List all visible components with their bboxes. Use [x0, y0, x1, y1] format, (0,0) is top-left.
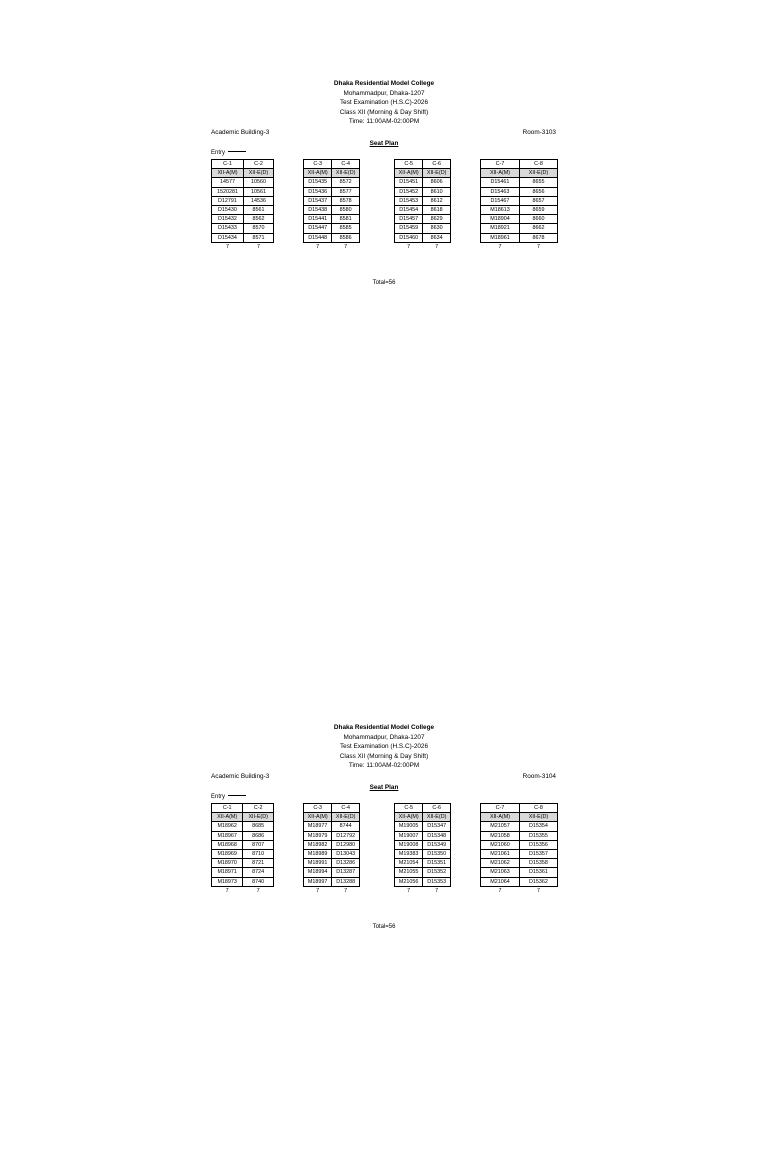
table-row [304, 877, 360, 886]
section-label: XII-E(D) [423, 813, 451, 822]
section-label: XII-A(M) [481, 813, 520, 822]
roll-number-cell: 8659 [519, 205, 557, 214]
table-row [304, 831, 360, 840]
roll-number-cell: 8570 [243, 224, 273, 233]
roll-number-cell: D15453 [395, 196, 423, 205]
table-row [304, 849, 360, 858]
roll-number-cell: D15452 [395, 187, 423, 196]
table-row [212, 233, 274, 242]
roll-number-cell: 8586 [332, 233, 360, 242]
roll-number-cell: D15448 [304, 233, 332, 242]
column-label: C-1 [212, 160, 244, 169]
table-row [304, 215, 360, 224]
table-row [212, 840, 274, 849]
section-label: XII-E(D) [243, 813, 274, 822]
count-row [212, 886, 274, 895]
total-count: Total=56 [372, 924, 396, 930]
table-row [395, 859, 451, 868]
roll-number-cell: M19383 [395, 849, 423, 858]
column-label: C-5 [395, 160, 423, 169]
table-row [481, 224, 558, 233]
section-header-row [395, 813, 451, 822]
roll-number-cell: M21060 [481, 840, 520, 849]
roll-number-cell: 8660 [519, 215, 557, 224]
column-label: C-8 [519, 804, 557, 813]
table-row [481, 840, 558, 849]
table-row [481, 849, 558, 858]
roll-number-cell: D13287 [332, 868, 360, 877]
section-header-row [212, 813, 274, 822]
column-label: C-2 [243, 160, 273, 169]
college-name: Dhaka Residential Model College [333, 80, 435, 87]
seat-plan-title: Seat Plan [369, 140, 399, 147]
column-count: 7 [498, 887, 502, 894]
column-header-row [212, 160, 274, 169]
roll-number-cell: M18994 [304, 868, 332, 877]
table-row [395, 849, 451, 858]
roll-number-cell: D15436 [304, 187, 332, 196]
building-label: Academic Building-3 [211, 129, 270, 136]
roll-number-cell: D15447 [304, 224, 332, 233]
table-row [395, 840, 451, 849]
roll-number-cell: M18989 [304, 849, 332, 858]
column-count: 7 [435, 887, 439, 894]
roll-number-cell: D15354 [519, 822, 557, 831]
roll-number-cell: D15459 [395, 224, 423, 233]
table-row [304, 859, 360, 868]
roll-number-cell: 8662 [519, 224, 557, 233]
column-count: 7 [225, 243, 229, 250]
roll-number-cell: D15432 [212, 215, 244, 224]
column-count: 7 [316, 243, 320, 250]
table-row [212, 224, 274, 233]
column-header-row [395, 804, 451, 813]
table-row [395, 224, 451, 233]
section-label: XII-E(D) [519, 813, 557, 822]
roll-number-cell: M18971 [212, 868, 243, 877]
column-count: 7 [536, 887, 540, 894]
class-shift: Class XII (Morning & Day Shift) [339, 752, 429, 760]
roll-number-cell: M18997 [304, 877, 332, 886]
room-label: Room-3103 [522, 129, 556, 136]
roll-number-cell: M18977 [304, 822, 332, 831]
roll-number-cell: D12792 [332, 831, 360, 840]
seat-column-group [211, 803, 274, 895]
roll-number-cell: D13043 [332, 849, 360, 858]
room-label: Room-3104 [522, 773, 556, 780]
table-row [212, 822, 274, 831]
roll-number-cell: D13288 [332, 877, 360, 886]
count-row [304, 886, 360, 895]
building-label: Academic Building-3 [211, 773, 270, 780]
table-row [304, 205, 360, 214]
table-row [481, 205, 558, 214]
roll-number-cell: 14536 [243, 196, 273, 205]
table-row [395, 868, 451, 877]
roll-number-cell: M18991 [304, 859, 332, 868]
table-row [304, 822, 360, 831]
roll-number-cell: 8721 [243, 859, 274, 868]
table-row [395, 822, 451, 831]
entry-marker [211, 150, 246, 156]
count-row [481, 242, 558, 251]
roll-number-cell: D15358 [519, 859, 557, 868]
column-label: C-6 [423, 804, 451, 813]
roll-number-cell: 8581 [332, 215, 360, 224]
section-label: XII-A(M) [395, 813, 423, 822]
table-row [212, 187, 274, 196]
section-label: XII-E(D) [423, 169, 451, 178]
column-label: C-7 [481, 804, 520, 813]
section-label: XII-A(M) [481, 169, 520, 178]
table-row [212, 831, 274, 840]
roll-number-cell: D15467 [481, 196, 520, 205]
entry-label: Entry [211, 794, 226, 800]
roll-number-cell: 8630 [423, 224, 451, 233]
roll-number-cell: M18969 [212, 849, 243, 858]
column-label: C-4 [332, 804, 360, 813]
roll-number-cell: 8577 [332, 187, 360, 196]
roll-number-cell: M19007 [395, 831, 423, 840]
roll-number-cell: D15352 [423, 868, 451, 877]
roll-number-cell: 8561 [243, 205, 273, 214]
roll-number-cell: M19008 [395, 840, 423, 849]
roll-number-cell: 8634 [423, 233, 451, 242]
section-header-row [304, 169, 360, 178]
roll-number-cell: 8618 [423, 205, 451, 214]
roll-number-cell: D15434 [212, 233, 244, 242]
table-row [212, 877, 274, 886]
column-count: 7 [536, 243, 540, 250]
column-count: 7 [407, 887, 411, 894]
roll-number-cell: M21056 [395, 877, 423, 886]
section-label: XII-A(M) [304, 169, 332, 178]
roll-number-cell: 8629 [423, 215, 451, 224]
roll-number-cell: 8610 [423, 187, 451, 196]
table-row [481, 187, 558, 196]
college-name: Dhaka Residential Model College [333, 724, 435, 731]
college-address: Mohammadpur, Dhaka-1207 [343, 733, 425, 741]
column-header-row [481, 160, 558, 169]
roll-number-cell: D15350 [423, 849, 451, 858]
roll-number-cell: D12791 [212, 196, 244, 205]
section-label: XII-E(D) [332, 813, 360, 822]
table-row [212, 196, 274, 205]
seat-column-group [394, 159, 451, 251]
column-count: 7 [344, 887, 348, 894]
roll-number-cell: M18979 [304, 831, 332, 840]
section-header-row [212, 169, 274, 178]
table-row [212, 868, 274, 877]
roll-number-cell: 8655 [519, 178, 557, 187]
exam-time: Time: 11:00AM-02:00PM [348, 762, 420, 770]
roll-number-cell: D15357 [519, 849, 557, 858]
roll-number-cell: D15361 [519, 868, 557, 877]
table-row [395, 831, 451, 840]
section-header-row [481, 169, 558, 178]
roll-number-cell: M21055 [395, 868, 423, 877]
table-row [481, 196, 558, 205]
roll-number-cell: D15437 [304, 196, 332, 205]
count-row [395, 242, 451, 251]
roll-number-cell: D15433 [212, 224, 244, 233]
roll-number-cell: D15438 [304, 205, 332, 214]
column-label: C-5 [395, 804, 423, 813]
roll-number-cell: M18982 [304, 840, 332, 849]
roll-number-cell: 8585 [332, 224, 360, 233]
section-header-row [395, 169, 451, 178]
roll-number-cell: 8710 [243, 849, 274, 858]
seat-column-group [480, 803, 558, 895]
table-row [395, 196, 451, 205]
table-row [304, 868, 360, 877]
roll-number-cell: 10560 [243, 178, 273, 187]
count-row [481, 886, 558, 895]
roll-number-cell: 8572 [332, 178, 360, 187]
roll-number-cell: M18904 [481, 215, 520, 224]
roll-number-cell: 8612 [423, 196, 451, 205]
roll-number-cell: D15441 [304, 215, 332, 224]
table-row [212, 215, 274, 224]
table-row [212, 205, 274, 214]
roll-number-cell: 8562 [243, 215, 273, 224]
roll-number-cell: D15451 [395, 178, 423, 187]
exam-title: Test Examination (H.S.C)-2026 [339, 743, 429, 751]
roll-number-cell: D15454 [395, 205, 423, 214]
roll-number-cell: M18973 [212, 877, 243, 886]
column-header-row [304, 804, 360, 813]
table-row [481, 233, 558, 242]
roll-number-cell: 8724 [243, 868, 274, 877]
table-row [481, 831, 558, 840]
header-block [0, 79, 768, 127]
section-label: XII-A(M) [304, 813, 332, 822]
roll-number-cell: M18967 [212, 831, 243, 840]
section-header-row [481, 813, 558, 822]
seat-plan-page [0, 644, 768, 1156]
column-label: C-7 [481, 160, 520, 169]
roll-number-cell: M21058 [481, 831, 520, 840]
header-block [0, 723, 768, 771]
roll-number-cell: D15349 [423, 840, 451, 849]
section-header-row [304, 813, 360, 822]
seat-column-group [303, 159, 360, 251]
roll-number-cell: 8580 [332, 205, 360, 214]
table-row [304, 187, 360, 196]
count-row [395, 886, 451, 895]
table-row [481, 868, 558, 877]
college-address: Mohammadpur, Dhaka-1207 [343, 89, 425, 97]
seat-plan-title: Seat Plan [369, 784, 399, 791]
table-row [395, 233, 451, 242]
seat-plan-page [0, 0, 768, 512]
table-row [304, 196, 360, 205]
roll-number-cell: D15353 [423, 877, 451, 886]
roll-number-cell: D15457 [395, 215, 423, 224]
roll-number-cell: M21061 [481, 849, 520, 858]
count-row [212, 242, 274, 251]
column-header-row [304, 160, 360, 169]
roll-number-cell: 8740 [243, 877, 274, 886]
roll-number-cell: M21054 [395, 859, 423, 868]
roll-number-cell: 8685 [243, 822, 274, 831]
column-label: C-2 [243, 804, 274, 813]
roll-number-cell: D15348 [423, 831, 451, 840]
column-header-row [395, 160, 451, 169]
column-header-row [481, 804, 558, 813]
section-label: XII-A(M) [212, 813, 243, 822]
column-label: C-8 [519, 160, 557, 169]
section-label: XII-A(M) [395, 169, 423, 178]
table-row [481, 822, 558, 831]
roll-number-cell: D15435 [304, 178, 332, 187]
roll-number-cell: D15362 [519, 877, 557, 886]
section-label: XII-E(D) [519, 169, 557, 178]
exam-time: Time: 11:00AM-02:00PM [348, 118, 420, 126]
table-row [395, 187, 451, 196]
column-label: C-6 [423, 160, 451, 169]
roll-number-cell: M19005 [395, 822, 423, 831]
table-row [304, 178, 360, 187]
table-row [304, 224, 360, 233]
roll-number-cell: 1520281 [212, 187, 244, 196]
roll-number-cell: M21063 [481, 868, 520, 877]
roll-number-cell: M18961 [481, 233, 520, 242]
table-row [481, 859, 558, 868]
column-count: 7 [344, 243, 348, 250]
roll-number-cell: 8744 [332, 822, 360, 831]
table-row [395, 205, 451, 214]
column-label: C-3 [304, 804, 332, 813]
table-row [212, 849, 274, 858]
seat-column-group [480, 159, 558, 251]
roll-number-cell: M21064 [481, 877, 520, 886]
column-count: 7 [316, 887, 320, 894]
table-row [481, 877, 558, 886]
roll-number-cell: 8657 [519, 196, 557, 205]
column-count: 7 [225, 887, 229, 894]
roll-number-cell: D15351 [423, 859, 451, 868]
roll-number-cell: M21057 [481, 822, 520, 831]
roll-number-cell: D15355 [519, 831, 557, 840]
roll-number-cell: M21062 [481, 859, 520, 868]
column-count: 7 [256, 887, 260, 894]
column-label: C-4 [332, 160, 360, 169]
section-label: XII-E(D) [243, 169, 273, 178]
entry-label: Entry [211, 150, 226, 156]
column-header-row [212, 804, 274, 813]
entry-arrow-icon [228, 795, 246, 797]
entry-marker [211, 794, 246, 800]
table-row [212, 859, 274, 868]
roll-number-cell: 8656 [519, 187, 557, 196]
section-label: XII-E(D) [332, 169, 360, 178]
total-count: Total=56 [372, 280, 396, 286]
entry-arrow-icon [228, 151, 246, 153]
table-row [304, 840, 360, 849]
seat-column-group [303, 803, 360, 895]
seat-column-group [211, 159, 274, 251]
seat-column-group [394, 803, 451, 895]
roll-number-cell: 14577 [212, 178, 244, 187]
roll-number-cell: 8707 [243, 840, 274, 849]
column-label: C-3 [304, 160, 332, 169]
roll-number-cell: 10561 [243, 187, 273, 196]
roll-number-cell: D15430 [212, 205, 244, 214]
table-row [395, 178, 451, 187]
table-row [212, 178, 274, 187]
class-shift: Class XII (Morning & Day Shift) [339, 108, 429, 116]
roll-number-cell: 8678 [519, 233, 557, 242]
roll-number-cell: D15356 [519, 840, 557, 849]
column-count: 7 [498, 243, 502, 250]
roll-number-cell: D15461 [481, 178, 520, 187]
table-row [304, 233, 360, 242]
roll-number-cell: 8606 [423, 178, 451, 187]
roll-number-cell: 8571 [243, 233, 273, 242]
roll-number-cell: M18970 [212, 859, 243, 868]
roll-number-cell: M18968 [212, 840, 243, 849]
roll-number-cell: M18613 [481, 205, 520, 214]
column-count: 7 [256, 243, 260, 250]
count-row [304, 242, 360, 251]
roll-number-cell: M18962 [212, 822, 243, 831]
roll-number-cell: M18921 [481, 224, 520, 233]
roll-number-cell: 8578 [332, 196, 360, 205]
column-label: C-1 [212, 804, 243, 813]
table-row [395, 215, 451, 224]
roll-number-cell: D15460 [395, 233, 423, 242]
roll-number-cell: D15463 [481, 187, 520, 196]
table-row [481, 215, 558, 224]
column-count: 7 [407, 243, 411, 250]
table-row [395, 877, 451, 886]
roll-number-cell: 8686 [243, 831, 274, 840]
roll-number-cell: D12980 [332, 840, 360, 849]
column-count: 7 [435, 243, 439, 250]
roll-number-cell: D15347 [423, 822, 451, 831]
section-label: XII-A(M) [212, 169, 244, 178]
exam-title: Test Examination (H.S.C)-2026 [339, 99, 429, 107]
table-row [481, 178, 558, 187]
roll-number-cell: D13286 [332, 859, 360, 868]
